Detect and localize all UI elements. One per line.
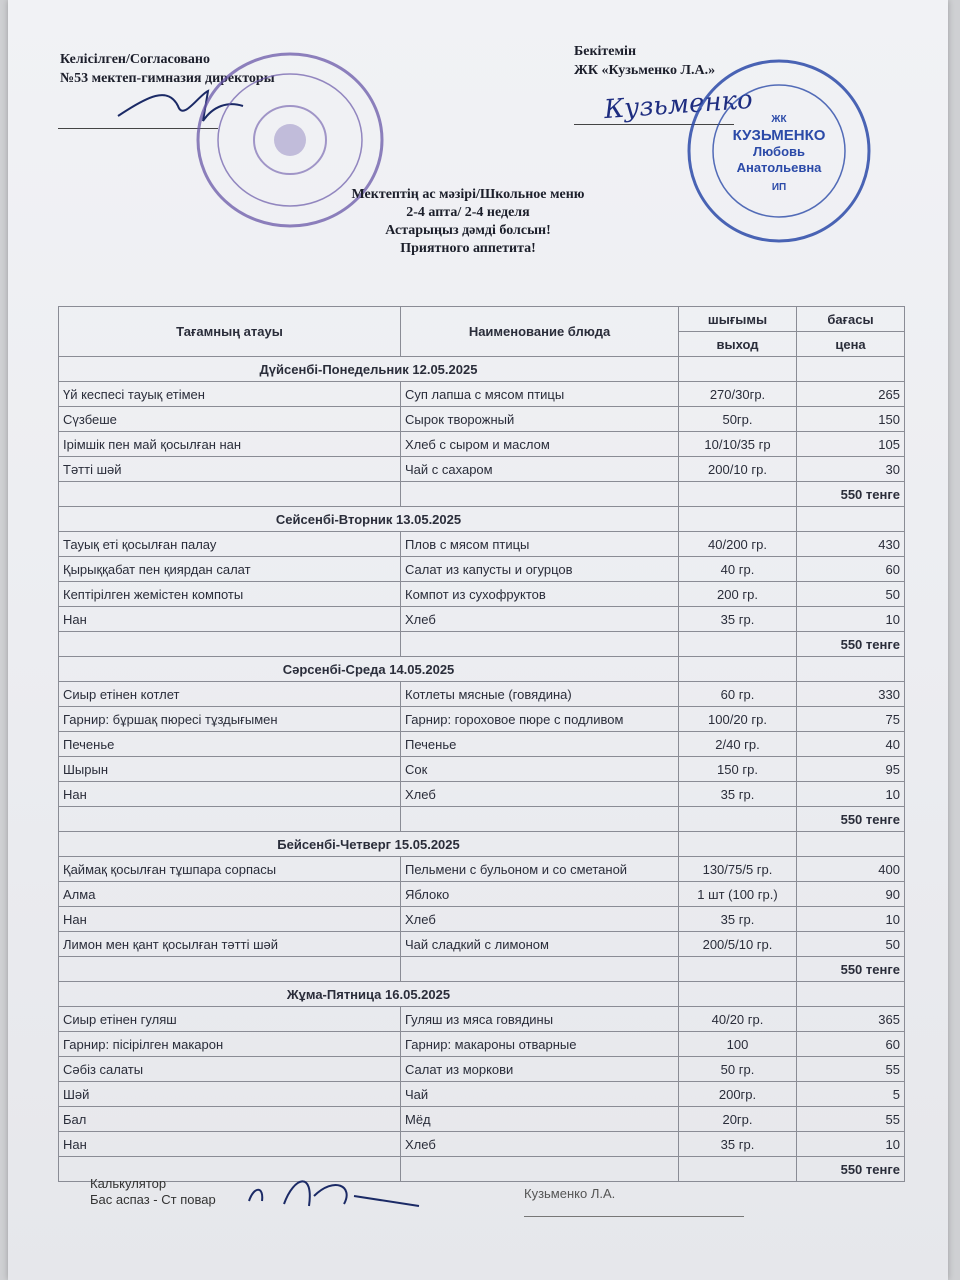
dish-price: 10 (797, 607, 905, 632)
dish-kz: Лимон мен қант қосылған тәтті шәй (59, 932, 401, 957)
dish-price: 400 (797, 857, 905, 882)
dish-kz: Алма (59, 882, 401, 907)
table-row (59, 1007, 905, 1032)
dish-kz: Үй кеспесі тауық етімен (59, 382, 401, 407)
dish-ru: Хлеб (401, 607, 679, 632)
day-total: 550 тенге (797, 632, 905, 657)
entrepreneur-label: ЖК «Кузьменко Л.А.» (574, 63, 716, 78)
dish-ru: Котлеты мясные (говядина) (401, 682, 679, 707)
dish-price: 105 (797, 432, 905, 457)
dish-price: 95 (797, 757, 905, 782)
dish-price: 90 (797, 882, 905, 907)
day-header-row (59, 982, 905, 1007)
dish-price: 5 (797, 1082, 905, 1107)
dish-kz: Бал (59, 1107, 401, 1132)
empty-cell (797, 507, 905, 532)
day-title: Бейсенбі-Четверг 15.05.2025 (59, 832, 679, 857)
dish-kz: Сиыр етінен гуляш (59, 1007, 401, 1032)
dish-kz: Шырын (59, 757, 401, 782)
dish-ru: Мёд (401, 1107, 679, 1132)
footer-right-name: Кузьменко Л.А. (524, 1186, 616, 1201)
dish-output: 50 гр. (679, 1057, 797, 1082)
header-output-ru: выход (679, 332, 797, 357)
dish-ru: Салат из моркови (401, 1057, 679, 1082)
dish-output: 2/40 гр. (679, 732, 797, 757)
dish-ru: Суп лапша с мясом птицы (401, 382, 679, 407)
day-header-row (59, 657, 905, 682)
day-header-row (59, 507, 905, 532)
title-line-4: Приятного аппетита! (400, 241, 536, 256)
dish-kz: Ірімшік пен май қосылған нан (59, 432, 401, 457)
table-row (59, 557, 905, 582)
empty-cell (679, 982, 797, 1007)
empty-cell (59, 482, 401, 507)
dish-output: 35 гр. (679, 607, 797, 632)
dish-ru: Печенье (401, 732, 679, 757)
dish-ru: Хлеб (401, 1132, 679, 1157)
empty-cell (679, 357, 797, 382)
dish-output: 60 гр. (679, 682, 797, 707)
title-line-3: Астарыңыз дәмді болсын! (385, 223, 551, 238)
day-total-row (59, 482, 905, 507)
table-row (59, 707, 905, 732)
dish-ru: Чай с сахаром (401, 457, 679, 482)
day-total-row (59, 807, 905, 832)
table-row (59, 432, 905, 457)
empty-cell (679, 1157, 797, 1182)
day-header-row (59, 832, 905, 857)
stamp-text-2: КУЗЬМЕНКО (732, 127, 826, 144)
dish-ru: Чай сладкий с лимоном (401, 932, 679, 957)
header-output-kz: шығымы (679, 307, 797, 332)
document-page (8, 0, 948, 1280)
dish-price: 40 (797, 732, 905, 757)
dish-ru: Чай (401, 1082, 679, 1107)
dish-ru: Хлеб (401, 907, 679, 932)
day-total: 550 тенге (797, 807, 905, 832)
dish-price: 265 (797, 382, 905, 407)
empty-cell (679, 507, 797, 532)
dish-kz: Сүзбеше (59, 407, 401, 432)
dish-output: 200/10 гр. (679, 457, 797, 482)
table-row (59, 682, 905, 707)
empty-cell (679, 832, 797, 857)
header-kz-name: Тағамның атауы (59, 307, 401, 357)
dish-price: 60 (797, 1032, 905, 1057)
dish-ru: Компот из сухофруктов (401, 582, 679, 607)
table-row (59, 382, 905, 407)
dish-output: 200 гр. (679, 582, 797, 607)
stamp-text-3: Любовь (752, 144, 805, 159)
day-total: 550 тенге (797, 957, 905, 982)
dish-kz: Нан (59, 782, 401, 807)
empty-cell (401, 632, 679, 657)
dish-ru: Сок (401, 757, 679, 782)
empty-cell (401, 482, 679, 507)
table-row (59, 532, 905, 557)
table-row (59, 1107, 905, 1132)
director-label: №53 мектеп-гимназия директоры (60, 71, 275, 86)
dish-ru: Гарнир: гороховое пюре с подливом (401, 707, 679, 732)
empty-cell (401, 1157, 679, 1182)
dish-price: 10 (797, 1132, 905, 1157)
dish-ru: Хлеб (401, 782, 679, 807)
empty-cell (59, 632, 401, 657)
dish-price: 50 (797, 932, 905, 957)
empty-cell (679, 807, 797, 832)
dish-output: 35 гр. (679, 907, 797, 932)
dish-price: 10 (797, 782, 905, 807)
dish-price: 60 (797, 557, 905, 582)
day-total: 550 тенге (797, 1157, 905, 1182)
dish-output: 100/20 гр. (679, 707, 797, 732)
dish-ru: Пельмени с бульоном и со сметаной (401, 857, 679, 882)
table-row (59, 407, 905, 432)
empty-cell (401, 957, 679, 982)
table-row (59, 857, 905, 882)
dish-kz: Қаймақ қосылған тұшпара сорпасы (59, 857, 401, 882)
stamp-text-4: Анатольевна (736, 160, 822, 175)
dish-output: 40 гр. (679, 557, 797, 582)
dish-output: 10/10/35 гр (679, 432, 797, 457)
day-title: Дүйсенбі-Понедельник 12.05.2025 (59, 357, 679, 382)
dish-kz: Шәй (59, 1082, 401, 1107)
dish-kz: Тәтті шәй (59, 457, 401, 482)
dish-price: 10 (797, 907, 905, 932)
table-row (59, 582, 905, 607)
dish-price: 430 (797, 532, 905, 557)
day-title: Сейсенбі-Вторник 13.05.2025 (59, 507, 679, 532)
empty-cell (59, 957, 401, 982)
table-row (59, 757, 905, 782)
dish-output: 200/5/10 гр. (679, 932, 797, 957)
stamp-text-5: ИП (771, 182, 787, 193)
dish-output: 20гр. (679, 1107, 797, 1132)
dish-ru: Салат из капусты и огурцов (401, 557, 679, 582)
footer-left (90, 1176, 216, 1208)
dish-kz: Кептірілген жемістен компоты (59, 582, 401, 607)
table-row (59, 732, 905, 757)
dish-output: 150 гр. (679, 757, 797, 782)
header-price-ru: цена (797, 332, 905, 357)
signature-chef (244, 1166, 424, 1216)
day-total: 550 тенге (797, 482, 905, 507)
dish-kz: Нан (59, 607, 401, 632)
approve-label: Бекітемін (574, 44, 637, 59)
dish-output: 200гр. (679, 1082, 797, 1107)
day-total-row (59, 632, 905, 657)
dish-kz: Печенье (59, 732, 401, 757)
dish-output: 35 гр. (679, 1132, 797, 1157)
calculator-label: Калькулятор (90, 1176, 167, 1191)
table-row (59, 882, 905, 907)
chef-label: Бас аспаз - Ст повар (90, 1192, 216, 1207)
day-title: Жұма-Пятница 16.05.2025 (59, 982, 679, 1007)
dish-output: 50гр. (679, 407, 797, 432)
dish-price: 50 (797, 582, 905, 607)
dish-price: 330 (797, 682, 905, 707)
empty-cell (797, 832, 905, 857)
table-row (59, 1057, 905, 1082)
empty-cell (679, 657, 797, 682)
dish-output: 130/75/5 гр. (679, 857, 797, 882)
day-total-row (59, 957, 905, 982)
dish-kz: Гарнир: пісірілген макарон (59, 1032, 401, 1057)
dish-kz: Гарнир: бұршақ пюресі тұздығымен (59, 707, 401, 732)
empty-cell (679, 632, 797, 657)
dish-ru: Гарнир: макароны отварные (401, 1032, 679, 1057)
dish-output: 100 (679, 1032, 797, 1057)
dish-output: 40/20 гр. (679, 1007, 797, 1032)
table-row (59, 457, 905, 482)
dish-ru: Хлеб с сыром и маслом (401, 432, 679, 457)
header-price-kz: бағасы (797, 307, 905, 332)
dish-output: 1 шт (100 гр.) (679, 882, 797, 907)
dish-ru: Плов с мясом птицы (401, 532, 679, 557)
signature-right: Кузьменко (603, 84, 754, 126)
dish-price: 30 (797, 457, 905, 482)
dish-ru: Сырок творожный (401, 407, 679, 432)
stamp-text-1: ЖК (771, 114, 787, 125)
table-row (59, 1082, 905, 1107)
empty-cell (401, 807, 679, 832)
menu-title (208, 186, 728, 258)
dish-ru: Яблоко (401, 882, 679, 907)
empty-cell (679, 482, 797, 507)
title-line-1: Мектептің ас мәзірі/Школьное меню (351, 187, 585, 202)
dish-price: 150 (797, 407, 905, 432)
empty-cell (679, 957, 797, 982)
dish-price: 365 (797, 1007, 905, 1032)
dish-kz: Сиыр етінен котлет (59, 682, 401, 707)
dish-kz: Нан (59, 1132, 401, 1157)
empty-cell (797, 657, 905, 682)
approved-label: Келісілген/Согласовано (60, 52, 210, 67)
table-row (59, 932, 905, 957)
table-row (59, 1132, 905, 1157)
dish-output: 40/200 гр. (679, 532, 797, 557)
table-row (59, 607, 905, 632)
dish-kz: Тауық еті қосылған палау (59, 532, 401, 557)
dish-kz: Нан (59, 907, 401, 932)
menu-table (58, 306, 905, 1182)
table-row (59, 907, 905, 932)
table-row (59, 1032, 905, 1057)
empty-cell (797, 982, 905, 1007)
dish-output: 270/30гр. (679, 382, 797, 407)
dish-kz: Сәбіз салаты (59, 1057, 401, 1082)
day-header-row (59, 357, 905, 382)
dish-kz: Қырыққабат пен қиярдан салат (59, 557, 401, 582)
menu-body (59, 357, 905, 1182)
empty-cell (797, 357, 905, 382)
table-row (59, 782, 905, 807)
footer-signature-line (524, 1216, 744, 1217)
dish-price: 55 (797, 1107, 905, 1132)
dish-ru: Гуляш из мяса говядины (401, 1007, 679, 1032)
empty-cell (59, 807, 401, 832)
header-ru-name: Наименование блюда (401, 307, 679, 357)
dish-price: 75 (797, 707, 905, 732)
day-title: Сәрсенбі-Среда 14.05.2025 (59, 657, 679, 682)
dish-price: 55 (797, 1057, 905, 1082)
dish-output: 35 гр. (679, 782, 797, 807)
title-line-2: 2-4 апта/ 2-4 неделя (406, 205, 530, 220)
